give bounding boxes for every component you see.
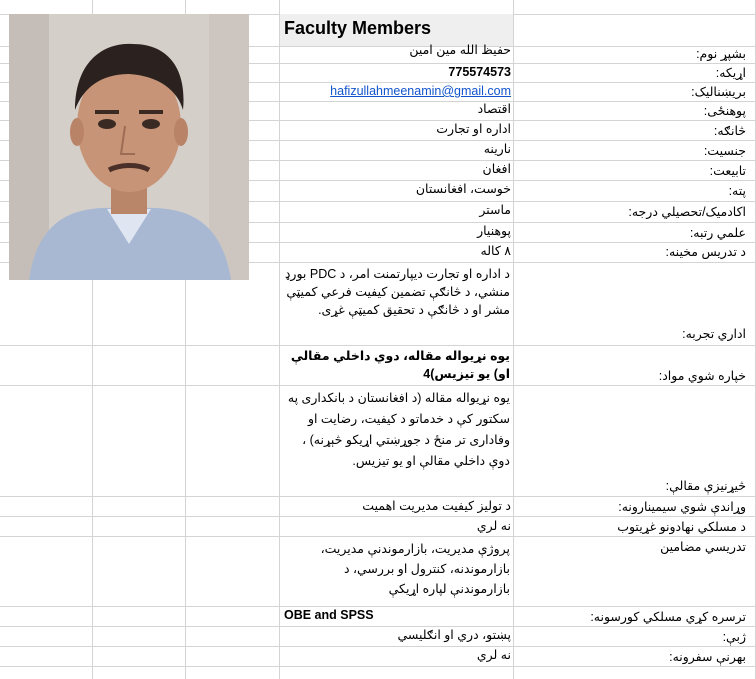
label-contact: اړیکه:	[715, 66, 746, 80]
value-academic-degree: ماستر	[479, 203, 511, 217]
value-department: اداره او تجارت	[436, 122, 511, 136]
value-professional-memberships: نه لري	[476, 519, 511, 533]
label-professional-courses: ترسره کړي مسلکي کورسونه:	[590, 610, 746, 624]
label-teaching-subjects: تدریسي مضامین	[660, 540, 746, 554]
value-seminars: د تولیز کیفیت مدیریت اهمیت	[362, 499, 511, 513]
label-full-name: بشپړ نوم:	[696, 47, 746, 61]
label-published-materials: خپاره شوي مواد:	[658, 369, 746, 383]
value-professional-courses: OBE and SPSS	[284, 608, 374, 622]
value-foreign-trips: نه لري	[476, 648, 511, 662]
label-academic-rank: علمي رتبه:	[689, 226, 746, 240]
value-teaching-history: ۸ کاله	[480, 244, 511, 258]
value-full-name: حفیظ الله مین امین	[409, 43, 511, 57]
label-department: څانګه:	[713, 124, 746, 138]
value-teaching-subjects: پروژې مدیریت، بازارموندنې مدیریت، بازارموندنه، کنترول او بررسي، د بازارموندنې لپاره اړیکې	[320, 542, 510, 596]
value-published-materials: یوه نړیواله مقاله، دوي داخلي مقالې او) یو تیزیس)4	[290, 349, 510, 381]
value-email-link[interactable]: hafizullahmeenamin@gmail.com	[330, 84, 511, 98]
label-gender: جنسیت:	[703, 144, 746, 158]
label-nationality: تابیعت:	[709, 164, 746, 178]
value-nationality: افغان	[482, 162, 511, 176]
label-teaching-history: د تدریس مخینه:	[665, 245, 746, 259]
value-research-articles: یوه نړیواله مقاله (د افغانستان د بانکداری په سکتور کې د خدماتو د کیفیت، رضایت او وفاداری تر منځ د جوړښتي اړیکو څېړنه) ، دوې داخلي مقالې او یو تیزیس.	[287, 391, 510, 468]
value-address: خوست، افغانستان	[415, 182, 511, 196]
label-email: بریښنالیک:	[691, 85, 746, 99]
profile-photo	[9, 14, 249, 280]
label-academic-degree: اکادمیک/تحصیلي درجه:	[628, 205, 746, 219]
label-seminars: وړاندې شوي سیمینارونه:	[618, 500, 746, 514]
label-faculty: پوهنځی:	[703, 104, 746, 118]
label-foreign-trips: بهرنې سفرونه:	[669, 650, 746, 664]
label-research-articles: څیړنیزې مقالې:	[665, 479, 746, 493]
value-contact: 775574573	[448, 65, 511, 79]
value-languages: پښتو، دري او انګلیسي	[397, 628, 511, 642]
label-professional-memberships: د مسلکي نهادونو غړیتوب	[617, 520, 746, 534]
value-admin-experience: د اداره او تجارت دیپارتمنت امر، د PDC بورډ منشي، د څانګې تضمین کیفیت فرعي کمیټې مشر او د څانګې د تحقیق کمیټې غړی.	[284, 267, 510, 317]
page-title: Faculty Members	[284, 18, 432, 38]
label-address: پته:	[728, 184, 746, 198]
value-gender: نارینه	[483, 142, 511, 156]
label-admin-experience: اداري تجربه:	[682, 327, 746, 341]
value-faculty: اقتصاد	[477, 102, 511, 116]
label-languages: ژبې:	[722, 630, 746, 644]
value-academic-rank: پوهنیار	[477, 224, 511, 238]
